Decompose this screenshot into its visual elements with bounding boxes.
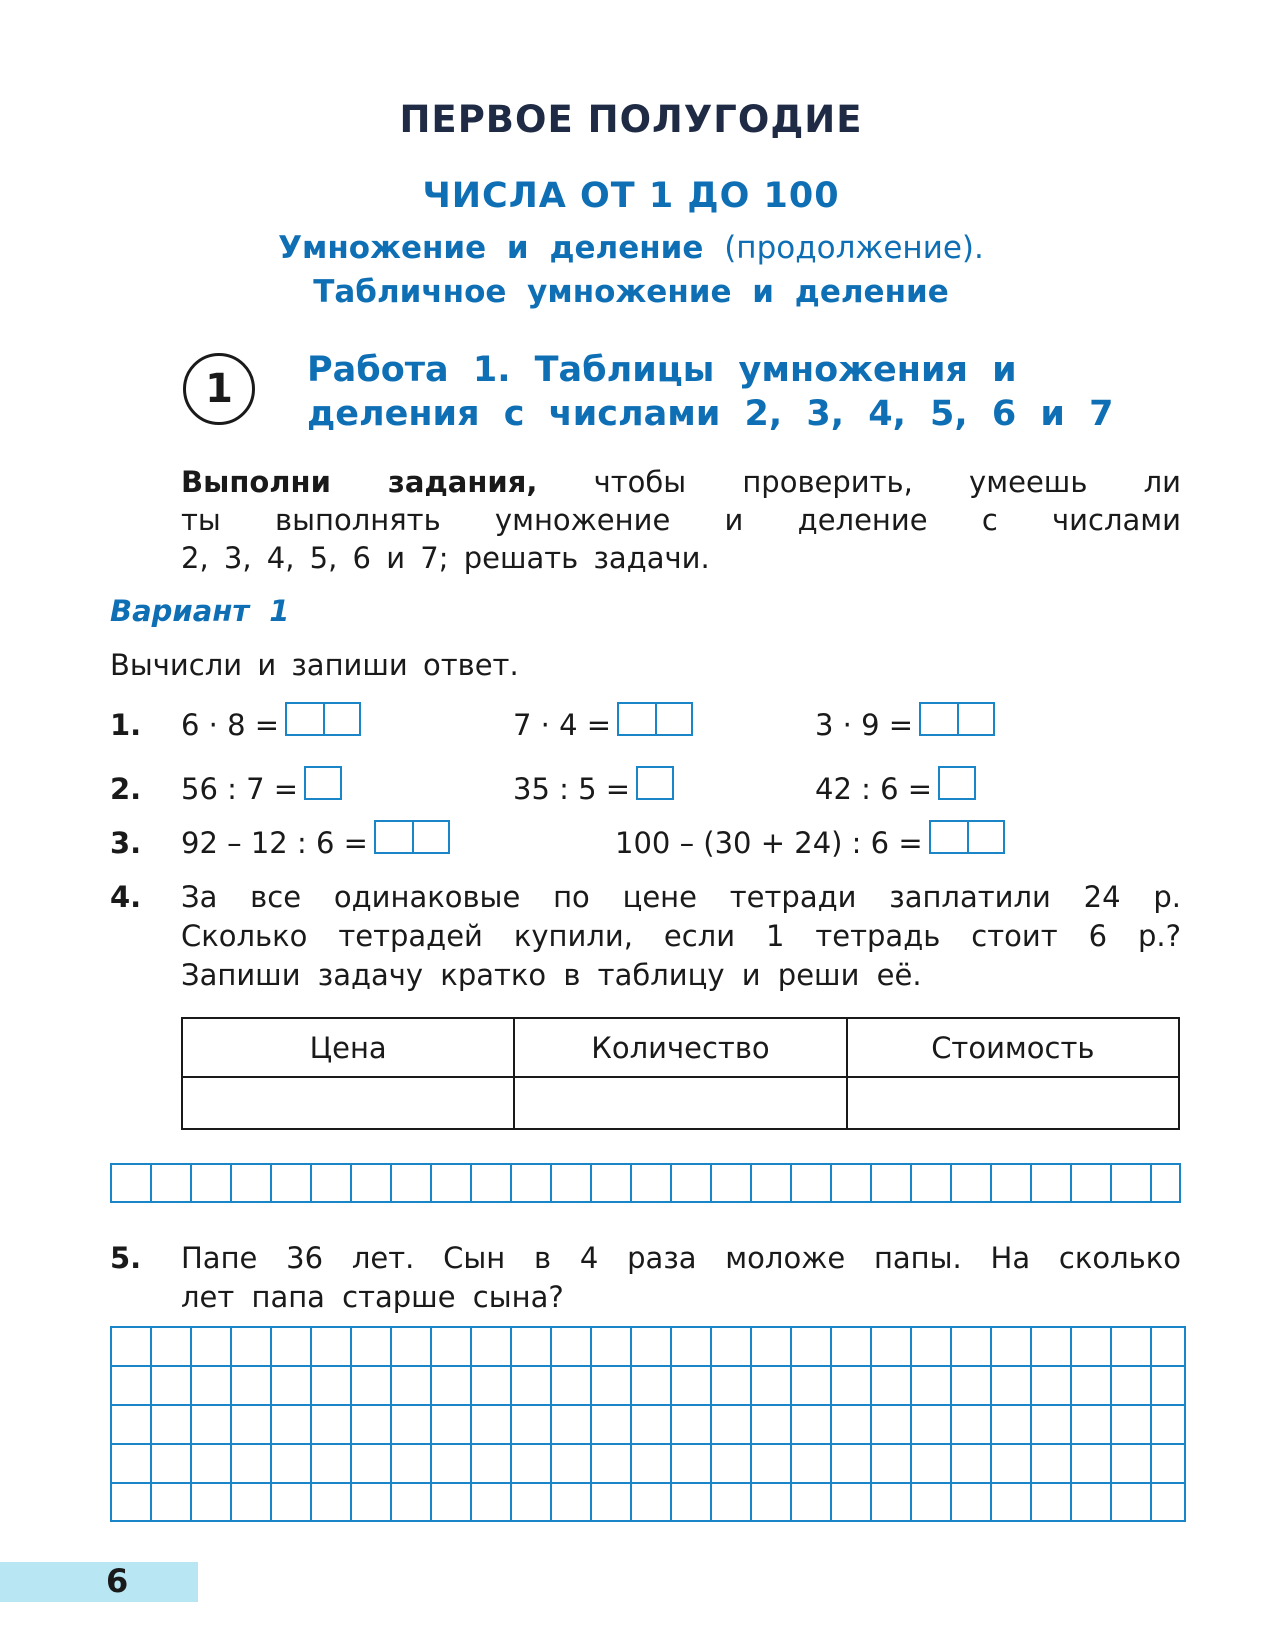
- table-cell-cost[interactable]: [847, 1077, 1179, 1129]
- task-3a-expr: 92 – 12 : 6 =: [181, 826, 368, 860]
- task-4-line-3: Запиши задачу кратко в таблицу и реши её.: [181, 958, 922, 992]
- task-1-number: 1.: [110, 708, 142, 742]
- task-5-line-1: Папе 36 лет. Сын в 4 раза моложе папы. На сколько: [181, 1241, 1181, 1275]
- task-2a-expr: 56 : 7 =: [181, 772, 299, 806]
- task-4-number: 4.: [110, 880, 142, 914]
- answer-box[interactable]: [304, 766, 342, 800]
- intro-rest: чтобы проверить, умеешь ли: [593, 465, 1181, 499]
- work-title-line-1: Работа 1. Таблицы умножения и: [307, 350, 1017, 390]
- task-2b-expr: 35 : 5 =: [513, 772, 631, 806]
- task-1c-expr: 3 · 9 =: [815, 708, 914, 742]
- task-3b-expr: 100 – (30 + 24) : 6 =: [615, 826, 923, 860]
- answer-box[interactable]: [374, 820, 450, 854]
- variant-label: Вариант 1: [110, 594, 290, 628]
- page-number: 6: [106, 1562, 129, 1600]
- instruction: Вычисли и запиши ответ.: [110, 648, 519, 682]
- answer-box[interactable]: [285, 702, 361, 736]
- answer-box[interactable]: [919, 702, 995, 736]
- task-1c: [815, 708, 995, 742]
- task-1a: [181, 708, 361, 742]
- section-title: ПЕРВОЕ ПОЛУГОДИЕ: [399, 98, 863, 141]
- intro-line-1: [181, 465, 1181, 499]
- task-4-line-1: За все одинаковые по цене тетради заплатили 24 р.: [181, 880, 1181, 914]
- solution-grid[interactable]: [110, 1326, 1186, 1522]
- chapter-title: ЧИСЛА ОТ 1 ДО 100: [422, 176, 840, 216]
- work-number-badge: 1: [183, 353, 255, 425]
- topic-line-2: Табличное умножение и деление: [313, 274, 949, 310]
- topic-normal: (продолжение).: [724, 230, 984, 266]
- answer-box[interactable]: [636, 766, 674, 800]
- answer-cells-row[interactable]: [110, 1163, 1181, 1203]
- intro-bold: Выполни задания,: [181, 465, 538, 499]
- answer-box[interactable]: [617, 702, 693, 736]
- table-cell-quantity[interactable]: [514, 1077, 846, 1129]
- task-3-number: 3.: [110, 826, 142, 860]
- answer-box[interactable]: [938, 766, 976, 800]
- task-2c-expr: 42 : 6 =: [815, 772, 933, 806]
- task-2c: [815, 772, 976, 806]
- answer-box[interactable]: [929, 820, 1005, 854]
- task-2b: [513, 772, 674, 806]
- task-3b: [615, 826, 1005, 860]
- intro-line-2: ты выполнять умножение и деление с числами: [181, 503, 1181, 537]
- task-2-number: 2.: [110, 772, 142, 806]
- task-1b: [513, 708, 693, 742]
- task-5-number: 5.: [110, 1241, 142, 1275]
- problem-table: [181, 1017, 1180, 1130]
- task-4-line-2: Сколько тетрадей купили, если 1 тетрадь стоит 6 р.?: [181, 919, 1181, 953]
- topic-bold: Умножение и деление: [278, 230, 704, 266]
- topic-line-1: [0, 230, 1262, 266]
- page-number-bar: [0, 1562, 198, 1602]
- table-header-price: Цена: [182, 1018, 514, 1077]
- table-cell-price[interactable]: [182, 1077, 514, 1129]
- task-1a-expr: 6 · 8 =: [181, 708, 280, 742]
- table-header-cost: Стоимость: [847, 1018, 1179, 1077]
- work-title-line-2: деления с числами 2, 3, 4, 5, 6 и 7: [307, 394, 1114, 434]
- table-header-quantity: Количество: [514, 1018, 846, 1077]
- task-2a: [181, 772, 342, 806]
- task-1b-expr: 7 · 4 =: [513, 708, 612, 742]
- task-5-line-2: лет папа старше сына?: [181, 1280, 564, 1314]
- intro-line-3: 2, 3, 4, 5, 6 и 7; решать задачи.: [181, 541, 710, 575]
- task-3a: [181, 826, 450, 860]
